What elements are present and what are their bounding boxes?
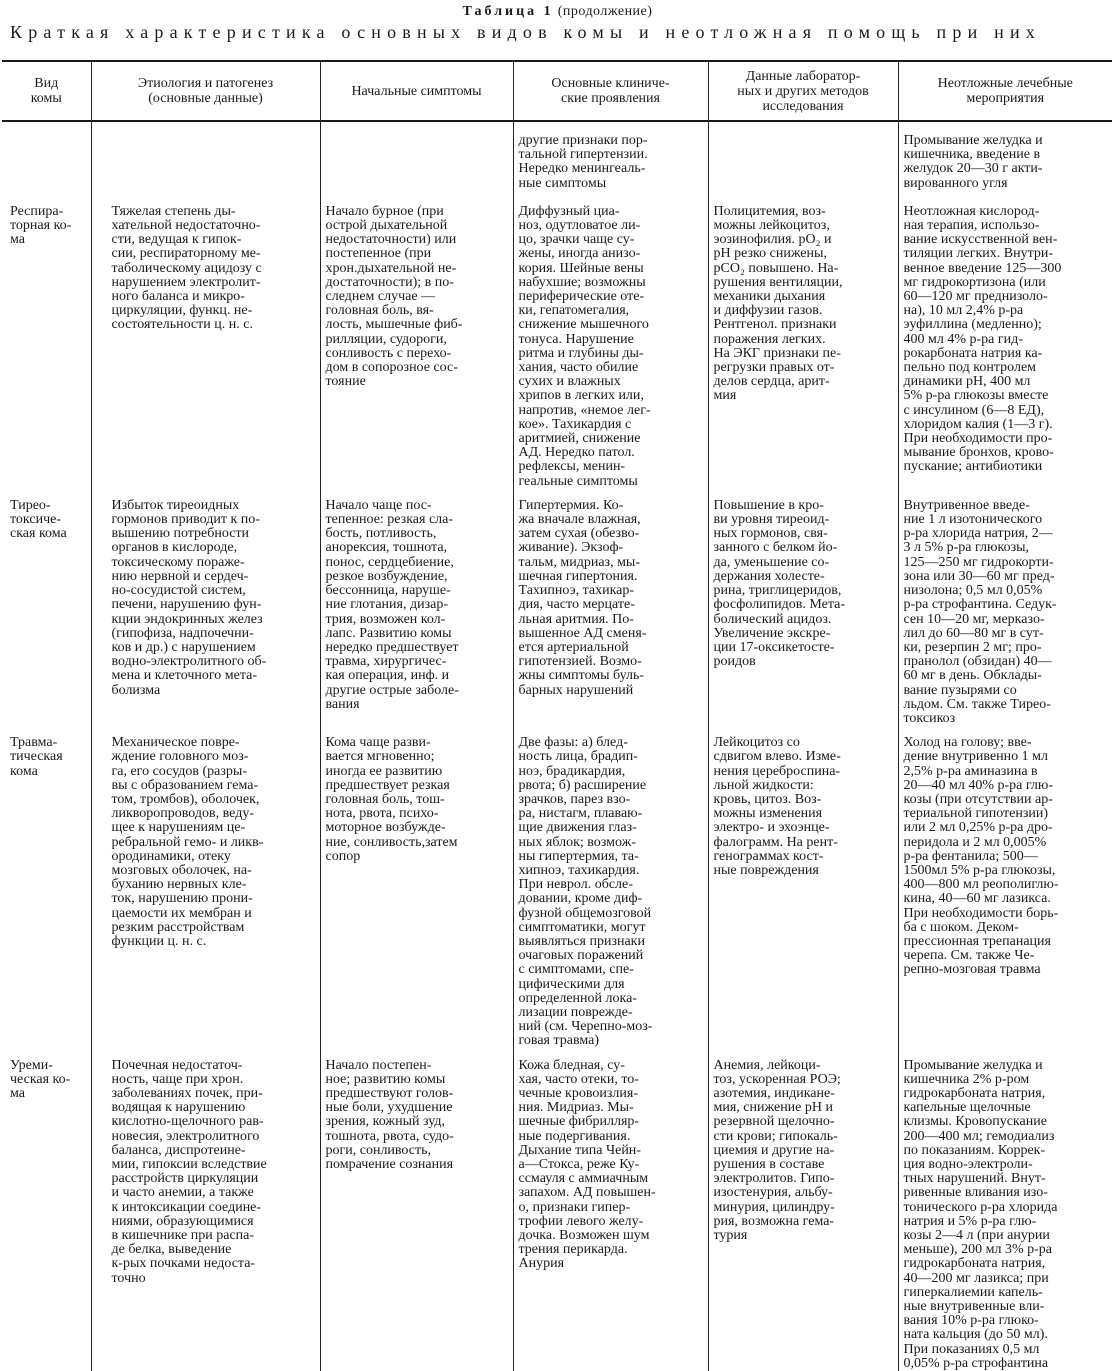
row-type: Респира- торная ко- ма (10, 203, 72, 248)
table-caption (0, 4, 1115, 20)
coma-table (2, 60, 1112, 1371)
header-row (2, 61, 1112, 121)
table-number: Таблица 1 (462, 4, 554, 19)
row-clinical: Две фазы: а) блед- ность лица, брадип- ноэ, брадикардия, рвота; б) расширение зрачков, парез взо- ра, нистагм, плаваю- щие движения глаз- ных яблок; возмож- ны гипертермия, та- хипноэ, тахикардия. При неврол. обсле- довании, кроме диф- фузной общемозговой симптоматики, могут выявляться признаки очаговых поражений с симптомами, спе- цифическими для определенной лока- лизации поврежде- ний (см. Черепно-моз- говая травма) (513, 736, 708, 1048)
header-type: Вид комы (2, 61, 91, 121)
row-treatment: Внутривенное введе- ние 1 л изотонического р-ра хлорида натрия, 2— 3 л 5% р-ра глюкозы, 125—250 мг гидрокорти- зона или 30—60 мг пред- низолона; 0,5 мл 0,05% р-ра строфантина. Седук- сен 10—20 мг, мерказо- лил до 60—80 мг в сут- ки, резерпин 2 мг; про- пранолол (обзидан) 40— 60 мг в день. Обклады- вание пузырями со льдом. См. также Тирео- токсикоз (898, 499, 1112, 726)
table-row (2, 1059, 1112, 1371)
row-initial-symptoms: Начало бурное (при острой дыхательной недостаточности) или постепенное (при хрон.дыхательной не- достаточности); в по- следнем случае — головная боль, вя- лость, мышечные фиб- рилляции, судороги, сонливость с перехо- дом в сопорозное сос- тояние (320, 205, 513, 489)
row-type: Уреми- ческая ко- ма (10, 1057, 71, 1101)
row-clinical: Диффузный циа- ноз, одутловатое ли- цо, зрачки чаще су- жены, иногда анизо- кория. Шейные вены набухшие; возможны периферические оте- ки, гепатомегалия, снижение мышечного тонуса. Нарушение ритма и глубины ды- хания, часто обилие сухих и влажных хрипов в легких или, напротив, «немое лег- кое». Тахикардия с аритмией, снижение АД. Нередко патол. рефлексы, менин- геальные симптомы (513, 205, 708, 489)
table-continuation-note: (продолжение) (557, 4, 653, 19)
table-row (2, 499, 1112, 726)
row-treatment: Промывание желудка и кишечника 2% р-ром гидрокарбоната натрия, капельные щелочные клизмы. Кровопускание 200—400 мл; гемодиализ по показаниям. Коррек- ция водно-электроли- тных нарушений. Внут- ривенные вливания изо- тонического р-ра хлорида натрия и 5% р-ра глю- козы 2—4 л (при анурии меньше), 200 мл 3% р-ра гидрокарбоната натрия, 40—200 мг лазикса; при гиперкалиемии капель- ные внутривенные вли- вания 10% р-ра глюко- ната кальция (до 50 мл). При показаниях 0,5 мл 0,05% р-ра строфантина (898, 1059, 1112, 1371)
continuation-clinical: другие признаки пор- тальной гипертензии. Нередко менингеаль- ные симптомы (513, 121, 708, 191)
row-initial-symptoms: Начало чаще пос- тепенное: резкая сла- бость, потливость, анорексия, тошнота, понос, сердцебиение, резкое возбуждение, бессонница, наруше- ние глотания, дизар- трия, возможен кол- лапс. Развитию комы нередко предшествует травма, хирургичес- кая операция, инф. и другие острые заболе- вания (320, 499, 513, 726)
row-clinical: Гипертермия. Ко- жа вначале влажная, затем сухая (обезво- живание). Экзоф- тальм, мидриаз, мы- шечная гипертония. Тахипноэ, тахикар- дия, часто мерцате- льная аритмия. По- вышенное АД сменя- ется артериальной гипотензией. Возмо- жны симптомы буль- барных нарушений (513, 499, 708, 726)
row-etiology: Почечная недостаточ- ность, чаще при хрон. заболеваниях почек, при- водящая к нарушению кислотно-щелочного рав- новесия, электролитного баланса, диспротеине- мии, гипоксии вследствие расстройств циркуляции и часто анемии, а также к интоксикации соедине- ниями, образующимися в кишечнике при распа- де белка, выведение к-рых почками недоста- точно (91, 1059, 320, 1371)
table-row (2, 736, 1112, 1048)
table-title: Краткая характеристика основных видов комы и неотложная помощь при них (10, 22, 1041, 42)
row-etiology: Механическое повре- ждение головного моз- га, его сосудов (разры- вы с образованием гема- том, тромбов), оболочек, ликворопроводов, веду- щее к нарушениям це- ребральной гемо- и ликв- ородинамики, отеку мозговых оболочек, на- буханию нервных кле- ток, нарушению прони- цаемости их мембран и резким расстройствам функции ц. н. с. (91, 736, 320, 1048)
row-treatment: Холод на голову; вве- дение внутривенно 1 мл 2,5% р-ра аминазина в 20—40 мл 40% р-ра глю- козы (при отсутствии ар- териальной гипотензии) или 2 мл 0,25% р-ра дро- перидола и 2 мл 0,005% р-ра фентанила; 500— 1500мл 5% р-ра глюкозы, 400—800 мл реополиглю- кина, 40—60 мг лазикса. При необходимости борь- ба с шоком. Деком- прессионная трепанация черепа. См. также Че- репно-мозговая травма (898, 736, 1112, 1048)
continuation-row (2, 121, 1112, 191)
header-initial-symptoms: Начальные симптомы (320, 61, 513, 121)
row-clinical: Кожа бледная, су- хая, часто отеки, то- чечные кровоизлия- ния. Мидриаз. Мы- шечные фибрилляр- ные подергивания. Дыхание типа Чейн- а—Стокса, реже Ку- ссмауля с аммиачным запахом. АД повышен- о, признаки гипер- трофии левого желу- дочка. Возможен шум трения перикарда. Анурия (513, 1059, 708, 1371)
row-initial-symptoms: Начало постепен- ное; развитию комы предшествуют голов- ные боли, ухудшение зрения, кожный зуд, тошнота, рвота, судо- роги, сонливость, помрачение сознания (320, 1059, 513, 1371)
row-type: Травма- тическая кома (10, 735, 63, 779)
header-treatment: Неотложные лечебные мероприятия (898, 61, 1112, 121)
table-row (2, 205, 1112, 489)
row-treatment: Неотложная кислород- ная терапия, использо- вание искусственной вен- тиляции легких. Внутри- венное введение 125—300 мг гидрокортизона (или 60—120 мг преднизоло- на), 10 мл 2,4% р-ра эуфиллина (медленно); 400 мл 4% р-ра гид- рокарбоната натрия ка- пельно под контролем динамики pH, 400 мл 5% р-ра глюкозы вместе с инсулином (6—8 ЕД), хлоридом калия (1—3 г). При необходимости про- мывание бронхов, крово- пускание; антибиотики (898, 205, 1112, 489)
header-lab: Данные лаборатор- ных и других методов исследования (708, 61, 898, 121)
row-lab: Лейкоцитоз со сдвигом влево. Изме- нения цереброспина- льной жидкости: кровь, цитоз. Воз- можны изменения электро- и эхоэнце- фалограмм. На рент- генограммах кост- ные повреждения (708, 736, 898, 1048)
row-initial-symptoms: Кома чаще разви- вается мгновенно; иногда ее развитию предшествует резкая головная боль, тош- нота, рвота, психо- моторное возбужде- ние, сонливость,затем сопор (320, 736, 513, 1048)
row-etiology: Избыток тиреоидных гормонов приводит к по- вышению потребности органов в кислороде, токсическому пораже- нию нервной и сердеч- но-сосудистой систем, печени, нарушению фун- кции эндокринных желез (гипофиза, надпочечни- ков и др.) с нарушением водно-электролитного об- мена и клеточного мета- болизма (91, 499, 320, 726)
row-lab: Повышение в кро- ви уровня тиреоид- ных гормонов, свя- занного с белком йо- да, уменьшение со- держания холесте- рина, триглицеридов, фосфолипидов. Мета- болический ацидоз. Увеличение экскре- ции 17-оксикетосте- роидов (708, 499, 898, 726)
header-etiology: Этиология и патогенез (основные данные) (91, 61, 320, 121)
row-etiology: Тяжелая степень ды- хательной недостаточно- сти, ведущая к гипок- сии, респираторному ме- таболическому ацидозу с нарушением электролит- ного баланса и микро- циркуляции, функц. не- состоятельности ц. н. с. (91, 205, 320, 489)
header-clinical: Основные клиниче- ские проявления (513, 61, 708, 121)
continuation-treatment: Промывание желудка и кишечника, введение в желудок 20—30 г акти- вированного угля (898, 121, 1112, 191)
row-lab: Анемия, лейкоци- тоз, ускоренная РОЭ; азотемия, индикане- мия, снижение pH и резервной щелочно- сти крови; гипокаль- циемия и другие на- рушения в составе электролитов. Гипо- изостенурия, альбу- минурия, цилиндру- рия, возможна гема- турия (708, 1059, 898, 1371)
row-lab: Полицитемия, воз- можны лейкоцитоз, эозинофилия. pO₂ и pH резко снижены, pCO₂ повышено. На- рушения вентиляции, механики дыхания и диффузии газов. Рентгенол. признаки поражения легких. На ЭКГ признаки пе- регрузки правых от- делов сердца, арит- мия (708, 205, 898, 489)
row-type: Тирео- токсиче- ская кома (10, 497, 67, 542)
